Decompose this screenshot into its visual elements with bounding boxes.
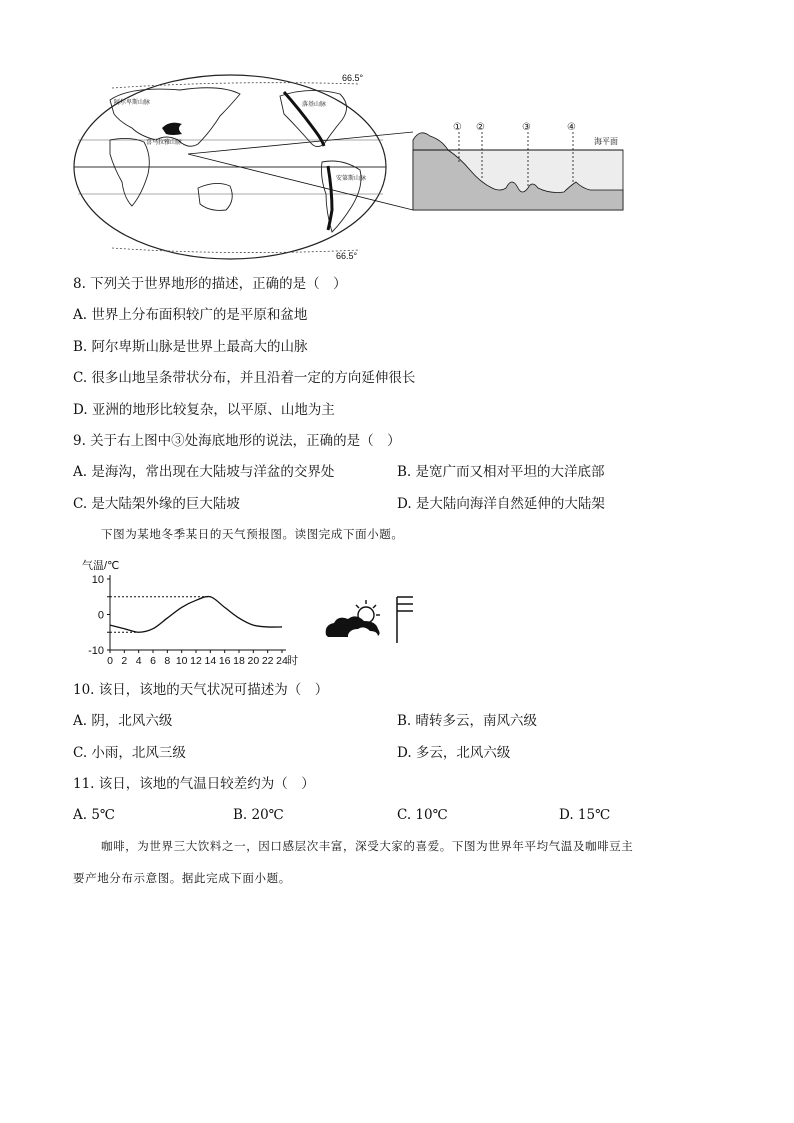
andes-band bbox=[328, 166, 332, 230]
x-tick-label: 24 bbox=[276, 655, 288, 667]
andes-label: 安第斯山脉 bbox=[336, 176, 367, 182]
sea-level-label: 海平面 bbox=[594, 137, 618, 146]
alps-label: 阿尔卑斯山脉 bbox=[114, 100, 151, 106]
rockies-label: 落基山脉 bbox=[302, 102, 327, 108]
section-connector-bottom bbox=[188, 154, 413, 210]
coffee-intro-line-1: 咖啡，为世界三大饮料之一，因口感层次丰富，深受大家的喜爱。下图为世界年平均气温及咖啡豆主 bbox=[101, 839, 634, 853]
section-point-3: ③ bbox=[522, 122, 531, 133]
q11-option-d[interactable]: D. 15℃ bbox=[559, 807, 611, 823]
q9-option-c[interactable]: C. 是大陆架外缘的巨大陆坡 bbox=[73, 496, 240, 512]
x-tick-label: 22 bbox=[261, 655, 274, 667]
temperature-line bbox=[110, 596, 282, 632]
y-tick-label: 10 bbox=[91, 574, 104, 586]
australia-shape bbox=[198, 183, 232, 210]
q8-option-b[interactable]: B. 阿尔卑斯山脉是世界上最高大的山脉 bbox=[73, 339, 308, 355]
q8-option-c[interactable]: C. 很多山地呈条带状分布，并且沿着一定的方向延伸很长 bbox=[73, 370, 416, 386]
world-map-figure bbox=[70, 70, 630, 265]
x-axis-label: 时 bbox=[287, 655, 298, 667]
q9-option-b[interactable]: B. 是宽广而又相对平坦的大洋底部 bbox=[397, 464, 605, 480]
weather-symbols bbox=[320, 595, 420, 645]
q9-stem: 9. 关于右上图中③处海底地形的说法，正确的是（ ） bbox=[73, 433, 401, 449]
q8-option-d[interactable]: D. 亚洲的地形比较复杂，以平原、山地为主 bbox=[73, 402, 335, 418]
q8-stem: 8. 下列关于世界地形的描述，正确的是（ ） bbox=[73, 276, 347, 292]
section-point-4: ④ bbox=[567, 122, 576, 133]
arctic-circle-line bbox=[112, 83, 360, 88]
y-axis-label: 气温/℃ bbox=[82, 560, 120, 572]
q10-option-c[interactable]: C. 小雨，北风三级 bbox=[73, 745, 186, 761]
x-tick-label: 2 bbox=[121, 655, 128, 667]
antarctic-circle-line bbox=[112, 248, 360, 253]
temperature-chart bbox=[70, 553, 310, 671]
q9-option-a[interactable]: A. 是海沟，常出现在大陆坡与洋盆的交界处 bbox=[73, 464, 335, 480]
lat-north-label: 66.5° bbox=[342, 73, 364, 83]
africa-shape bbox=[110, 138, 149, 206]
q10-option-d[interactable]: D. 多云，北风六级 bbox=[397, 745, 511, 761]
x-tick-label: 10 bbox=[175, 655, 188, 667]
q8-option-a[interactable]: A. 世界上分布面积较广的是平原和盆地 bbox=[73, 307, 308, 323]
x-tick-label: 16 bbox=[218, 655, 231, 667]
x-tick-label: 12 bbox=[190, 655, 202, 667]
himalaya-highlight bbox=[162, 123, 182, 135]
q10-stem: 10. 该日，该地的天气状况可描述为（ ） bbox=[73, 682, 329, 698]
q10-option-a[interactable]: A. 阴，北风六级 bbox=[73, 713, 173, 729]
section-point-1: ① bbox=[453, 122, 462, 133]
q10-option-b[interactable]: B. 晴转多云，南风六级 bbox=[397, 713, 538, 729]
q9-option-d[interactable]: D. 是大陆向海洋自然延伸的大陆架 bbox=[397, 496, 605, 512]
himalaya-label: 喜马拉雅山脉 bbox=[146, 140, 183, 146]
x-tick-label: 0 bbox=[107, 655, 113, 667]
section-point-2: ② bbox=[476, 122, 485, 133]
x-tick-label: 18 bbox=[233, 655, 245, 667]
seafloor-section bbox=[413, 122, 623, 210]
sunny-to-cloudy-icon bbox=[326, 600, 380, 637]
x-tick-label: 4 bbox=[135, 655, 142, 667]
q11-option-a[interactable]: A. 5℃ bbox=[73, 807, 116, 823]
x-tick-label: 14 bbox=[204, 655, 217, 667]
wind-direction-icon bbox=[397, 597, 413, 643]
q11-stem: 11. 该日，该地的气温日较差约为（ ） bbox=[73, 776, 315, 792]
x-tick-label: 20 bbox=[247, 655, 260, 667]
weather-intro: 下图为某地冬季某日的天气预报图。读图完成下面小题。 bbox=[101, 527, 404, 541]
coffee-intro-line-2: 要产地分布示意图。据此完成下面小题。 bbox=[73, 871, 291, 885]
x-tick-label: 6 bbox=[150, 655, 156, 667]
x-tick-label: 8 bbox=[164, 655, 171, 667]
lat-south-label: 66.5° bbox=[336, 251, 358, 261]
rockies-band bbox=[284, 92, 327, 146]
y-tick-label: -10 bbox=[88, 645, 104, 657]
q11-option-b[interactable]: B. 20℃ bbox=[233, 807, 284, 823]
section-connector-top bbox=[188, 132, 413, 154]
q11-option-c[interactable]: C. 10℃ bbox=[397, 807, 448, 823]
y-tick-label: 0 bbox=[97, 609, 104, 622]
